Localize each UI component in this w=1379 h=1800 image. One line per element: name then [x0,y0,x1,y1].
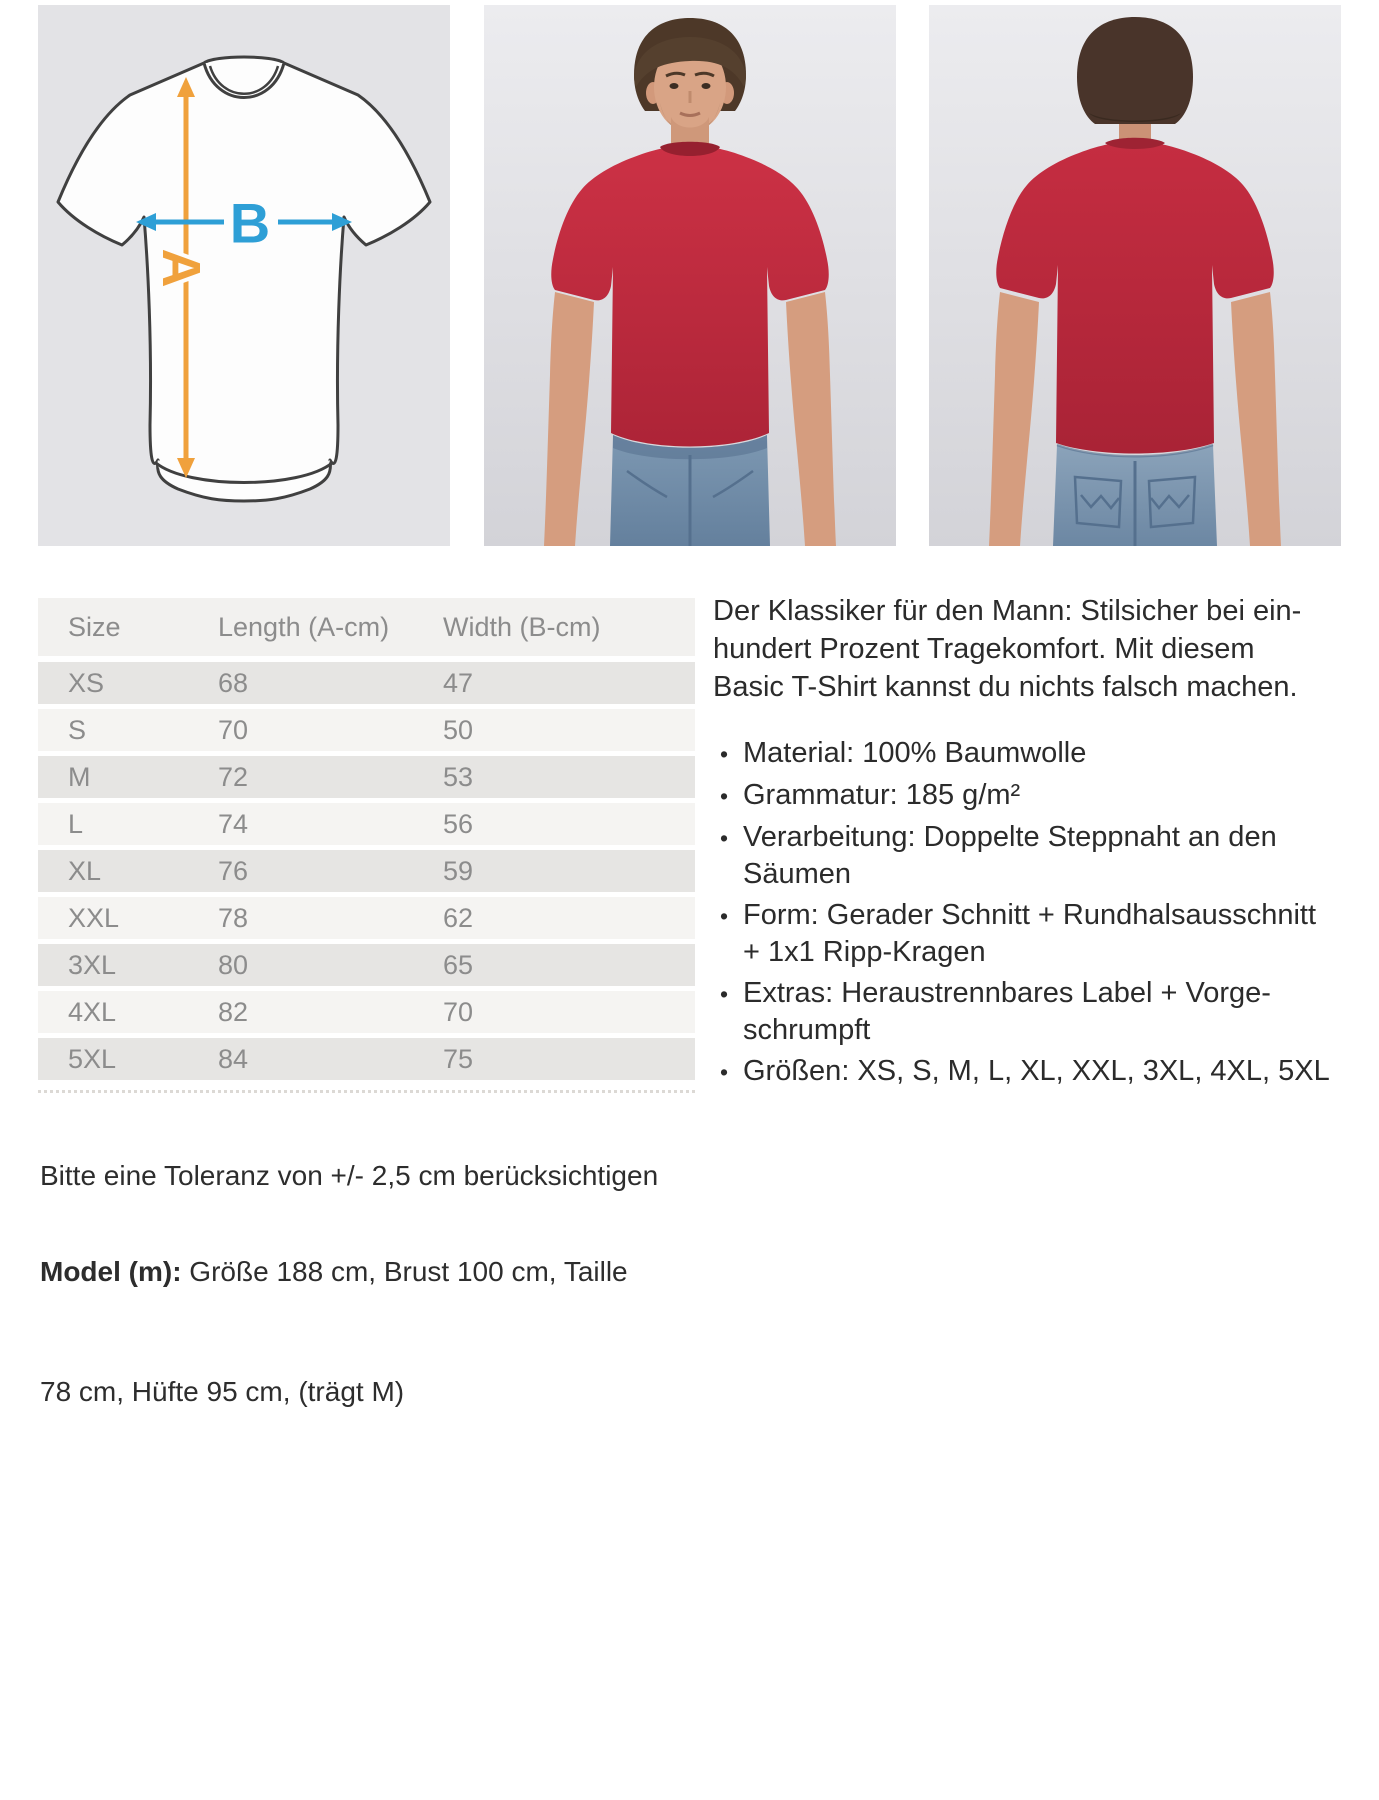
tolerance-note: Bitte eine Toleranz von +/- 2,5 cm berücksichtigen [40,1160,659,1191]
table-cell: 78 [218,902,249,933]
bullet-marker: • [720,783,729,809]
bullet-line: Säumen [743,858,852,890]
bullet-content [743,975,1271,1049]
description-bullet [713,735,1341,773]
model-label: Model (m): [40,1256,182,1287]
description-bullet [713,777,1341,815]
table-cell: M [68,761,91,792]
table-cell: XS [68,667,105,698]
table-cell: 68 [218,667,249,698]
table-cell: 56 [443,808,474,839]
table-cell: 72 [218,761,249,792]
bullet-marker: • [720,981,729,1007]
bullet-content [743,777,1020,815]
table-cell: 82 [218,996,249,1027]
size-table-header [38,598,695,656]
table-cell: 47 [443,667,474,698]
label-b: B [229,191,271,255]
size-diagram-graphic [38,5,450,546]
table-cell: 75 [443,1043,474,1074]
table-cell: 84 [218,1043,249,1074]
table-cell: 53 [443,761,474,792]
size-table-body [38,662,695,1080]
table-cell: 4XL [68,996,117,1027]
intro-line: Der Klassiker für den Mann: Stilsicher bei ein- [713,595,1302,627]
table-cell: 50 [443,714,474,745]
column-header-size: Size [68,611,121,642]
table-cell: XL [68,855,102,886]
size-table [38,598,695,1085]
model-front-photo [484,5,896,546]
product-description [713,592,1341,1095]
table-cell: 76 [218,855,249,886]
model-note [40,1172,628,1452]
column-header-length: Length (A-cm) [218,611,390,642]
table-row [38,1038,695,1080]
bullet-line: Extras: Heraustrennbares Label + Vorge- [743,977,1271,1009]
description-bullet [713,975,1341,1049]
table-cell: 65 [443,949,474,980]
bullet-line: schrumpft [743,1014,871,1046]
description-bullet [713,1053,1341,1091]
bullet-line: Form: Gerader Schnitt + Rundhalsausschnitt [743,899,1317,931]
tshirt-outline [58,57,430,501]
bullet-marker: • [720,1059,729,1085]
label-a: A [151,248,211,288]
table-cell: L [68,808,84,839]
bullet-line: Verarbeitung: Doppelte Steppnaht an den [743,821,1277,853]
table-cell: XXL [68,902,120,933]
table-row [38,991,695,1033]
bullet-content [743,735,1086,773]
table-cell: 70 [218,714,249,745]
description-bullet [713,819,1341,893]
model-back-graphic [929,5,1341,546]
model-line1-text: Größe 188 cm, Brust 100 cm, Taille [181,1256,628,1287]
table-row [38,803,695,845]
bullet-line: Grammatur: 185 g/m² [743,779,1021,811]
intro-line: Basic T-Shirt kannst du nichts falsch machen. [713,671,1298,703]
size-diagram [38,5,450,546]
model-back-photo [929,5,1341,546]
description-bullet-list [713,735,1341,1091]
table-bottom-divider [38,1090,695,1093]
table-cell: 70 [443,996,474,1027]
bullet-line: Material: 100% Baumwolle [743,737,1087,769]
model-front-graphic [484,5,896,546]
table-row [38,662,695,704]
table-cell: S [68,714,87,745]
table-row [38,709,695,751]
intro-line: hundert Prozent Tragekomfort. Mit diesem [713,633,1255,665]
bullet-content [743,1053,1330,1091]
bullet-line: Größen: XS, S, M, L, XL, XXL, 3XL, 4XL, 5XL [743,1055,1330,1087]
model-note-line2: 78 cm, Hüfte 95 cm, (trägt M) [40,1376,405,1407]
column-header-width: Width (B-cm) [443,611,601,642]
table-cell: 3XL [68,949,117,980]
table-cell: 74 [218,808,249,839]
table-row [38,850,695,892]
description-intro [713,592,1341,706]
model-note-line1 [40,1252,628,1292]
table-cell: 80 [218,949,249,980]
bullet-marker: • [720,903,729,929]
bullet-line: + 1x1 Ripp-Kragen [743,936,986,968]
description-bullet [713,897,1341,971]
table-row [38,944,695,986]
bullet-marker: • [720,741,729,767]
bullet-content [743,819,1277,893]
table-cell: 59 [443,855,474,886]
table-cell: 5XL [68,1043,117,1074]
table-row [38,756,695,798]
bullet-content [743,897,1316,971]
table-row [38,897,695,939]
bullet-marker: • [720,825,729,851]
table-cell: 62 [443,902,474,933]
